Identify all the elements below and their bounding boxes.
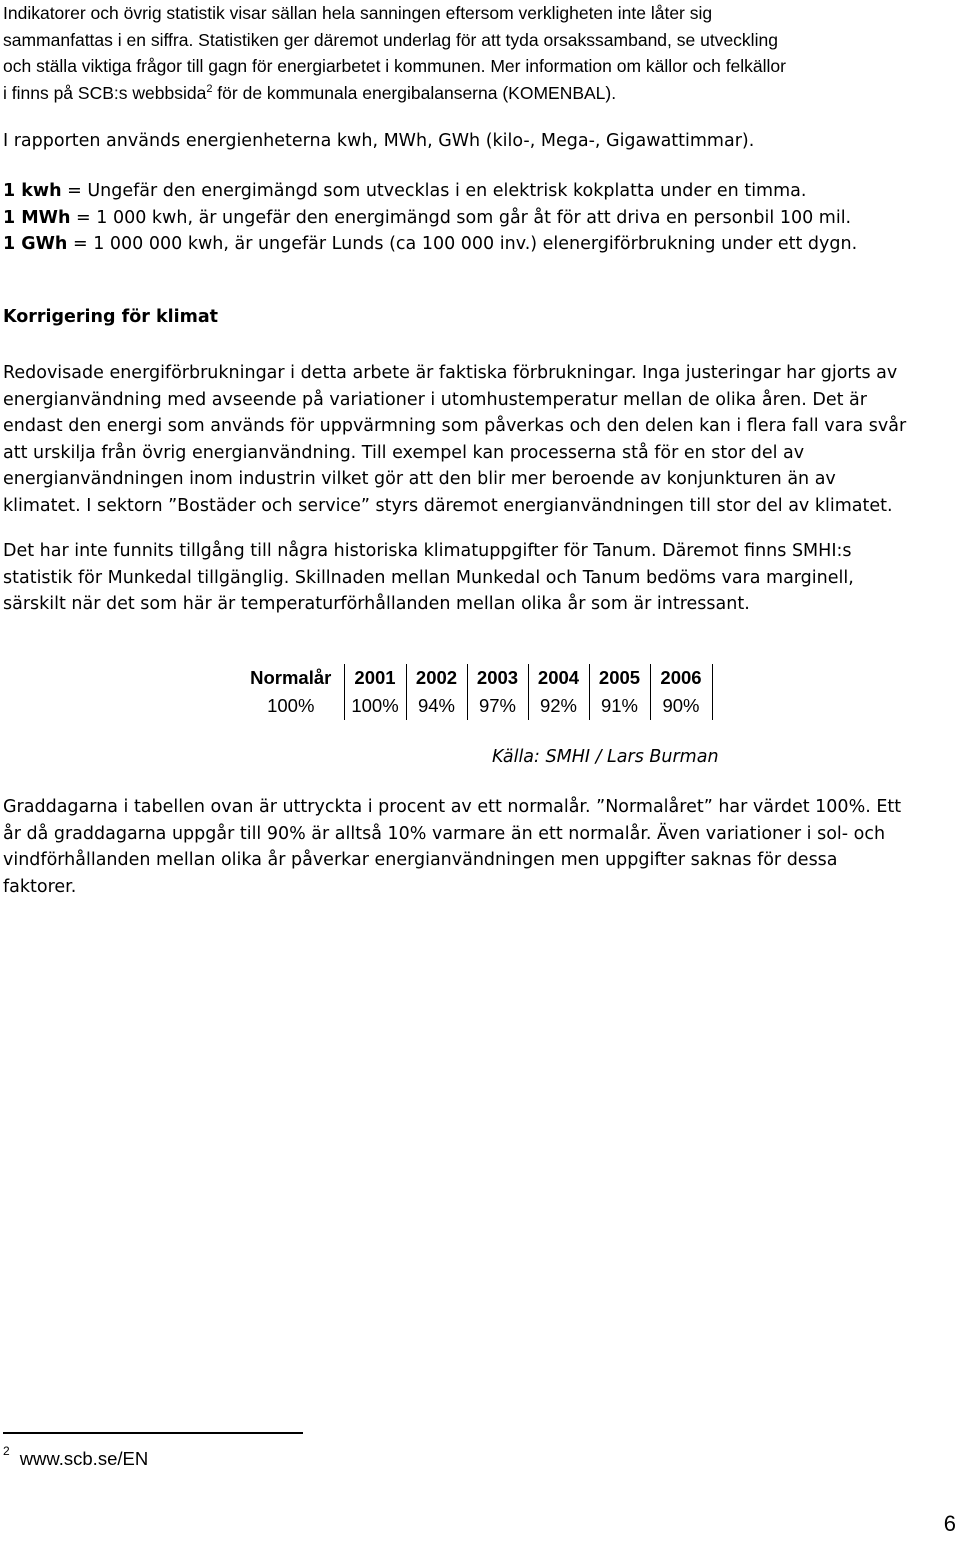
intro-line-4-text: i finns på SCB:s webbsida: [3, 82, 207, 103]
footnote: [3, 1446, 148, 1472]
intro-line-1: Indikatorer och övrig statistik visar sällan hela sanningen eftersom verkligheten inte låter sig: [3, 3, 713, 23]
table-cell: 90%: [650, 692, 712, 720]
degree-days-line: faktorer.: [3, 876, 77, 897]
degree-days-line: år då graddagarna uppgår till 90% är alltså 10% varmare än ett normalår. Även variationer i sol- och: [3, 823, 886, 844]
intro-paragraph: [3, 0, 953, 106]
table-header-cell: 2002: [406, 664, 467, 692]
smhi-line: Det har inte funnits tillgång till några historiska klimatuppgifter för Tanum. Däremot finns SMHI:s: [3, 541, 852, 561]
table-header-cell: 2001: [344, 664, 406, 692]
unit-description: = Ungefär den energimängd som utvecklas i en elektrisk kokplatta under en timma.: [61, 181, 807, 201]
intro-line-2: sammanfattas i en siffra. Statistiken ger däremot underlag för att tyda orsakssamband, se utveckling: [3, 29, 778, 50]
degree-days-line: vindförhållanden mellan olika år påverkar energianvändningen men uppgifter saknas för dessa: [3, 850, 838, 870]
footnote-number: 2: [3, 1444, 10, 1458]
unit-definition-mwh: [3, 205, 953, 232]
unit-definition-kwh: [3, 178, 953, 205]
degree-days-table: [238, 664, 713, 720]
climate-line: Redovisade energiförbrukningar i detta arbete är faktiska förbrukningar. Inga justeringar har gjorts av: [3, 363, 898, 383]
footnote-text: www.scb.se/EN: [19, 1448, 149, 1469]
page-number: 6: [943, 1511, 956, 1536]
unit-definitions: [3, 178, 953, 258]
climate-line: klimatet. I sektorn ”Bostäder och service” styrs däremot energianvändningen till stor del av klimatet.: [3, 495, 893, 516]
climate-line: att urskilja från övrig energianvändning. Till exempel kan processerna stå för en stor del av: [3, 442, 805, 463]
unit-name: 1 MWh: [3, 207, 71, 228]
intro-line-4-rest: för de kommunala energibalanserna (KOMENBAL).: [212, 82, 617, 103]
table-header-cell: 2005: [589, 664, 650, 692]
table-header-row: [238, 664, 712, 692]
unit-definition-gwh: [3, 231, 953, 258]
unit-description: = 1 000 kwh, är ungefär den energimängd som går åt för att driva en personbil 100 mil.: [70, 207, 852, 228]
smhi-paragraph: [3, 538, 953, 618]
table-cell: 91%: [589, 692, 650, 720]
degree-days-line: Graddagarna i tabellen ovan är uttryckta i procent av ett normalår. ”Normalåret” har värdet 100%. Ett: [3, 797, 902, 817]
table-header-cell: 2006: [650, 664, 712, 692]
table-cell: 97%: [467, 692, 528, 720]
smhi-line: särskilt när det som här är temperaturförhållanden mellan olika år som är intressant.: [3, 594, 750, 614]
units-intro-paragraph: [3, 128, 953, 155]
intro-line-4: [3, 80, 953, 107]
units-intro-line: I rapporten används energienheterna kwh, MWh, GWh (kilo-, Mega-, Gigawattimmar).: [3, 131, 755, 151]
climate-paragraph: [3, 360, 953, 519]
table-cell: 92%: [528, 692, 589, 720]
table-header-cell: 2004: [528, 664, 589, 692]
climate-line: endast den energi som används för uppvärmning som påverkas och den delen kan i flera fall vara svår: [3, 416, 907, 436]
section-heading: Korrigering för klimat: [3, 307, 219, 327]
table-source: Källa: SMHI / Lars Burman: [492, 747, 719, 767]
unit-name: 1 kwh: [3, 181, 62, 201]
degree-days-paragraph: [3, 794, 953, 900]
unit-description: = 1 000 000 kwh, är ungefär Lunds (ca 100 000 inv.) elenergiförbrukning under ett dygn.: [67, 234, 858, 254]
table-header-cell: 2003: [467, 664, 528, 692]
table-row: [238, 692, 712, 720]
intro-line-3: och ställa viktiga frågor till gagn för energiarbetet i kommunen. Mer information om källor och felkällor: [3, 56, 786, 76]
footnote-divider: [3, 1432, 303, 1434]
climate-line: energianvändningen inom industrin vilket gör att den blir mer beroende av konjunkturen än av: [3, 469, 836, 489]
unit-name: 1 GWh: [3, 234, 68, 254]
footnote-reference: 2: [206, 82, 213, 95]
table-cell: 100%: [344, 692, 406, 720]
table-cell: 94%: [406, 692, 467, 720]
smhi-line: statistik för Munkedal tillgänglig. Skillnaden mellan Munkedal och Tanum bedöms vara marginell,: [3, 567, 854, 588]
climate-line: energianvändning med avseende på variationer i utomhustemperatur mellan de olika åren. Det är: [3, 389, 867, 410]
table-header-cell: Normalår: [238, 664, 344, 692]
table-cell: 100%: [238, 692, 344, 720]
